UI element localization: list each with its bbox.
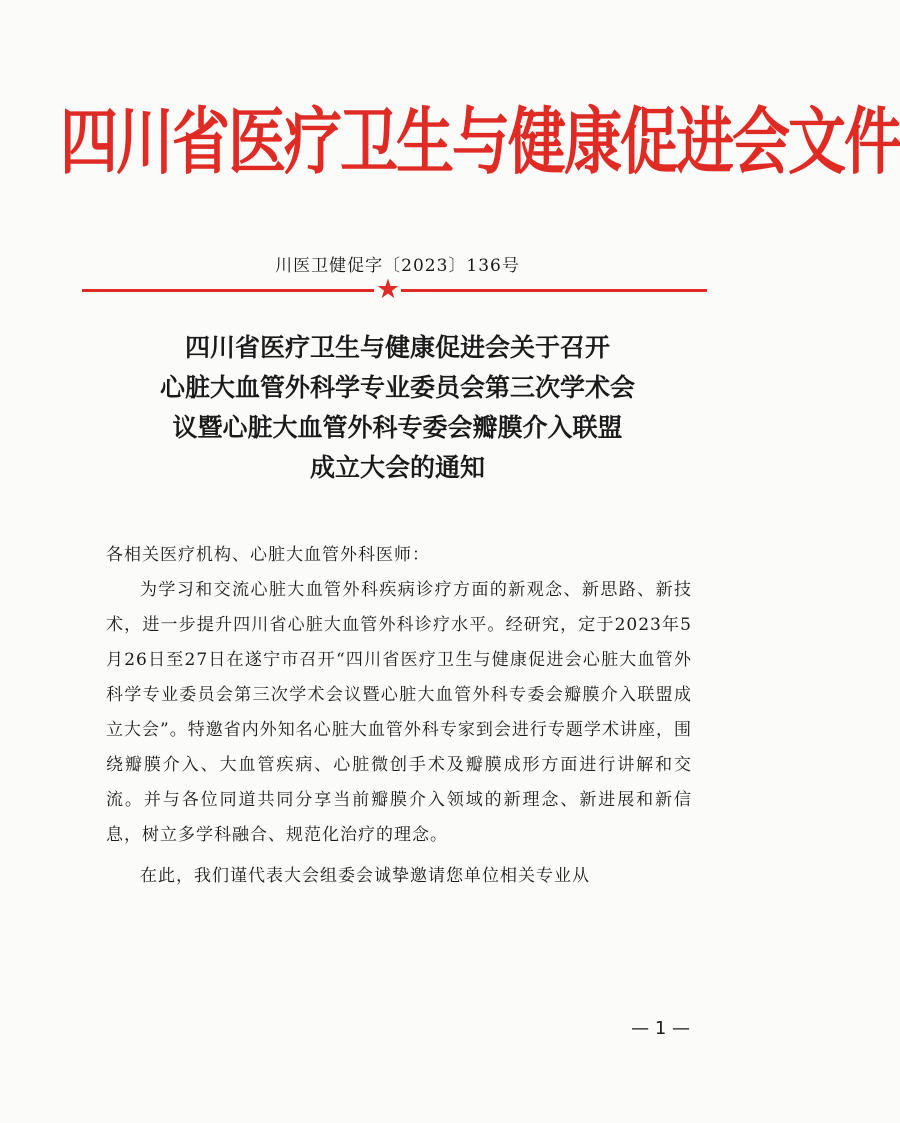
title-line: 议暨心脏大血管外科专委会瓣膜介入联盟 bbox=[172, 413, 623, 442]
red-divider-right bbox=[401, 289, 707, 292]
salutation: 各相关医疗机构、心脏大血管外科医师： bbox=[106, 545, 430, 565]
document-number: 川医卫健促字〔2023〕136号 bbox=[275, 256, 520, 276]
document-title bbox=[90, 328, 705, 488]
body-paragraph: 在此，我们谨代表大会组委会诚挚邀请您单位相关专业从 bbox=[140, 866, 590, 886]
title-line: 四川省医疗卫生与健康促进会关于召开 bbox=[184, 333, 610, 362]
title-line: 心脏大血管外科学专业委员会第三次学术会 bbox=[159, 373, 635, 402]
org-header-title: 四川省医疗卫生与健康促进会文件 bbox=[60, 99, 900, 185]
title-line: 成立大会的通知 bbox=[309, 453, 485, 482]
document-body bbox=[106, 538, 692, 894]
red-divider-left bbox=[82, 289, 374, 292]
body-paragraph: 为学习和交流心脏大血管外科疾病诊疗方面的新观念、新思路、新技术，进一步提升四川省心脏大血管外科诊疗水平。经研究，定于2023年5月26日至27日在遂宁市召开“四川省医疗卫生与健康促进会心脏大血管外科学专业委员会第三次学术会议暨心脏大血管外科专委会瓣膜介入联盟成立大会”。特邀省内外知名心脏大血管外科专家到会进行专题学术讲座，围绕瓣膜介入、大血管疾病、心脏微创手术及瓣膜成形方面进行讲解和交流。并与各位同道共同分享当前瓣膜介入领域的新理念、新进展和新信息，树立多学科融合、规范化治疗的理念。 bbox=[106, 580, 692, 845]
red-star-icon: ★ bbox=[375, 274, 401, 305]
page-number: — 1 — bbox=[631, 1018, 690, 1039]
